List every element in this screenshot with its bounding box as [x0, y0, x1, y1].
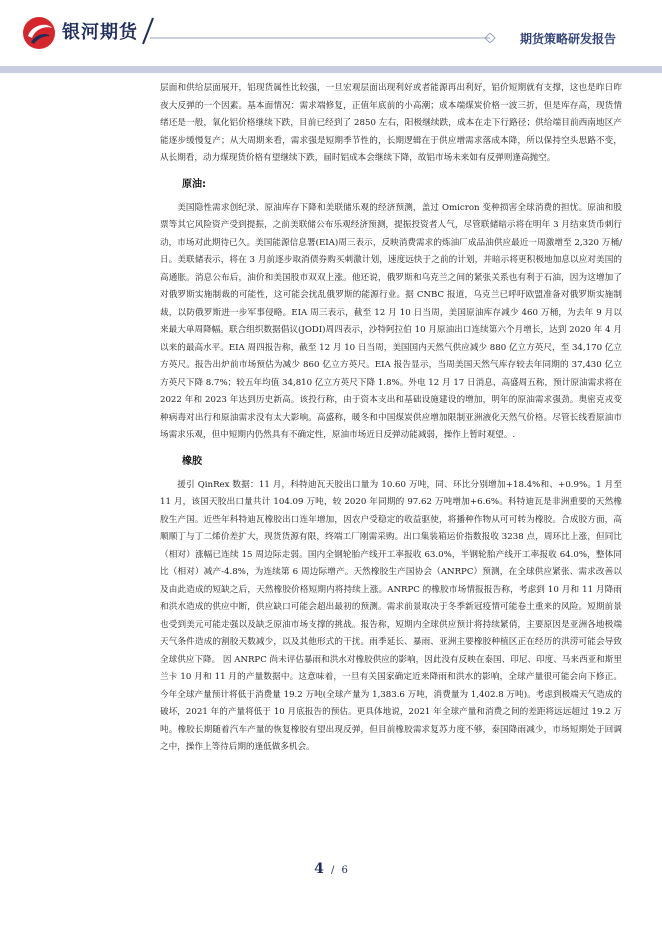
rubber-paragraph: 援引 QinRex 数据：11 月，科特迪瓦天胶出口量为 10.60 万吨，同、环比分别增加+18.4%和、+0.9%。1 月至 11 月，该国天胶出口量共计 104.09 万吨，较 2020 年同期的 97.62 万吨增加+6.6%。科特迪瓦是非洲重要的天然橡胶生产国。近些年科特迪瓦橡胶出口连年增加，因农户受稳定的收益驱使，将播种作物从可可转为橡胶。合成胶方面，高顺顺丁与丁二烯价差扩大，现货货源有限，终端工厂刚需采购。出口集装箱运价指数报收 3238 点，周环比上涨，但同比（相对）涨幅已连续 15 周边际走弱。国内全钢轮胎产线开工率报收 63.0%，半钢轮胎产线开工率报收 64.0%，整体同比（相对）减产-4.8%，为连续第 6 周边际增产。天然橡胶生产国协会（ANRPC）预测，在全球供应紧张、需求改善以及由此造成的短缺之后，天然橡胶价格短期内将持续上涨。ANRPC 的橡胶市场情报报告称，考虑到 10 月和 11 月降雨和洪水造成的供应中断，供应缺口可能会超出最初的预测。需求前景取决于冬季新冠疫情可能卷土重来的风险。短期前景也受到美元可能走强以及缺乏原油市场支撑的挑战。报告称，短期内全球供应预计将持续紧俏，主要原因是亚洲各地极端天气条件造成的割胶天数减少，以及其他形式的干扰。雨季延长、暴雨、亚洲主要橡胶种植区正在经历的洪涝可能会导致全球供应下降。 因 ANRPC 尚未评估暴雨和洪水对橡胶供应的影响，因此没有反映在泰国、印尼、印度、马来西亚和斯里兰卡 10 月和 11 月的产量数据中。这意味着，一旦有关国家确定近来降雨和洪水的影响，全球产量很可能会向下修正。今年全球产量预计将低于消费量 19.2 万吨(全球产量为 1,383.6 万吨，消费量为 1,402.8 万吨)。考虑到极端天气造成的破坏，2021 年的产量将低于 10 月底报告的预估。更具体地说，2021 年全球产量和消费之间的差距将远远超过 19.2 万吨。橡胶长期随着汽车产量的恢复橡胶有望出现反弹，但目前橡胶需求复苏力度不够，泰国降雨减少，市场短期处于回调之中，操作上等待后期的逢低做多机会。 — [160, 479, 622, 752]
section-title-crude-oil: 原油: — [182, 178, 206, 190]
report-body — [160, 80, 622, 757]
section-title-rubber: 橡胶 — [182, 455, 202, 467]
page-number — [0, 858, 662, 877]
page-header — [0, 0, 662, 72]
galaxy-logo-icon — [22, 16, 56, 50]
aluminum-paragraph: 层面和供给层面展开，铝现货属性比较强，一旦宏观层面出现利好或者能源再出利好，铝价短期就有支撑，这也是昨日昨夜大反弹的一个因素。基本面情况：需求端修复，正值年底前的小高潮；成本端煤炭价格一波三折，但是库存高，现货情绪还是一般，氧化铝价格继续下跌，目前已经到了 2850 左右，阳极继续跌，成本在走下行路径；供给端目前西南地区产能逐步缓慢复产；从大周期来看，需求强是短期季节性的，长期逻辑在于供应增需求落成本降，所以保持空头思路不变，从长期看，动力煤现货价格有望继续下跌，届时铝成本会继续下降，故铝市场未来如有反弹则逢高抛空。 — [160, 83, 622, 163]
page-total: 6 — [341, 865, 348, 876]
header-divider-line — [150, 33, 510, 43]
page-separator: / — [331, 865, 335, 876]
report-type-label: 期货策略研发报告 — [519, 32, 616, 46]
header-band — [0, 66, 662, 73]
crude-oil-paragraph: 美国隐性需求创纪录、原油库存下降和美联储乐观的经济预测，盖过 Omicron 变种损害全球消费的担忧。原油和股票等其它风险资产受到提振，之前美联储公布乐观经济预测，提振投资者人气，尽管联储暗示将在明年 3 月结束货币刺行动，市场对此期待已久。美国能源信息署(EIA)周三表示，反映消费需求的炼油厂成品油供应最近一周激增至 2,320 万桶/日。美联储表示，将在 3 月前逐步取消债券购买刺激计划，速度远快于之前的计划，并暗示将更积极地加息以应对美国的高通胀。消息公布后，油价和美国股市双双上涨。他还说，俄罗斯和乌克兰之间的紧张关系也有利于石油，因为这增加了对俄罗斯实施制裁的可能性，这可能会扰乱俄罗斯的能源行业。据 CNBC 报道，乌克兰已呼吁欧盟准备对俄罗斯实施制裁，以防俄罗斯进一步军事侵略。EIA 周三表示，截至 12 月 10 日当周，美国原油库存减少 460 万桶，为去年 9 月以来最大单周降幅。联合组织数据倡议(JODI)周四表示，沙特阿拉伯 10 月原油出口连续第六个月增长，达到 2020 年 4 月以来的最高水平。EIA 周四报告称，截至 12 月 10 日当周，美国国内天然气供应减少 880 亿立方英尺，至 34,170 亿立方英尺。报告出炉前市场预估为减少 860 亿立方英尺。EIA 报告显示，当周美国天然气库存较去年同期的 37,430 亿立方英尺下降 8.7%；较五年均值 34,810 亿立方英尺下降 1.8%。外电 12 月 17 日消息，高盛周五称，预计原油需求将在 2022 年和 2023 年达到历史新高。该投行称，由于资本支出和基础设施建设的增加，明年的原油需求强劲。奥密克戎变种病毒对出行和原油需求没有太大影响。高盛称，暖冬和中国煤炭供应增加限制亚洲液化天然气价格。尽管长线看原油市场需求乐观，但中短期内仍然具有不确定性，原油市场近日反弹动能减弱，操作上暂时观望。. — [160, 202, 622, 440]
page-current: 4 — [314, 861, 324, 877]
brand-name: 银河期货 — [62, 22, 138, 43]
